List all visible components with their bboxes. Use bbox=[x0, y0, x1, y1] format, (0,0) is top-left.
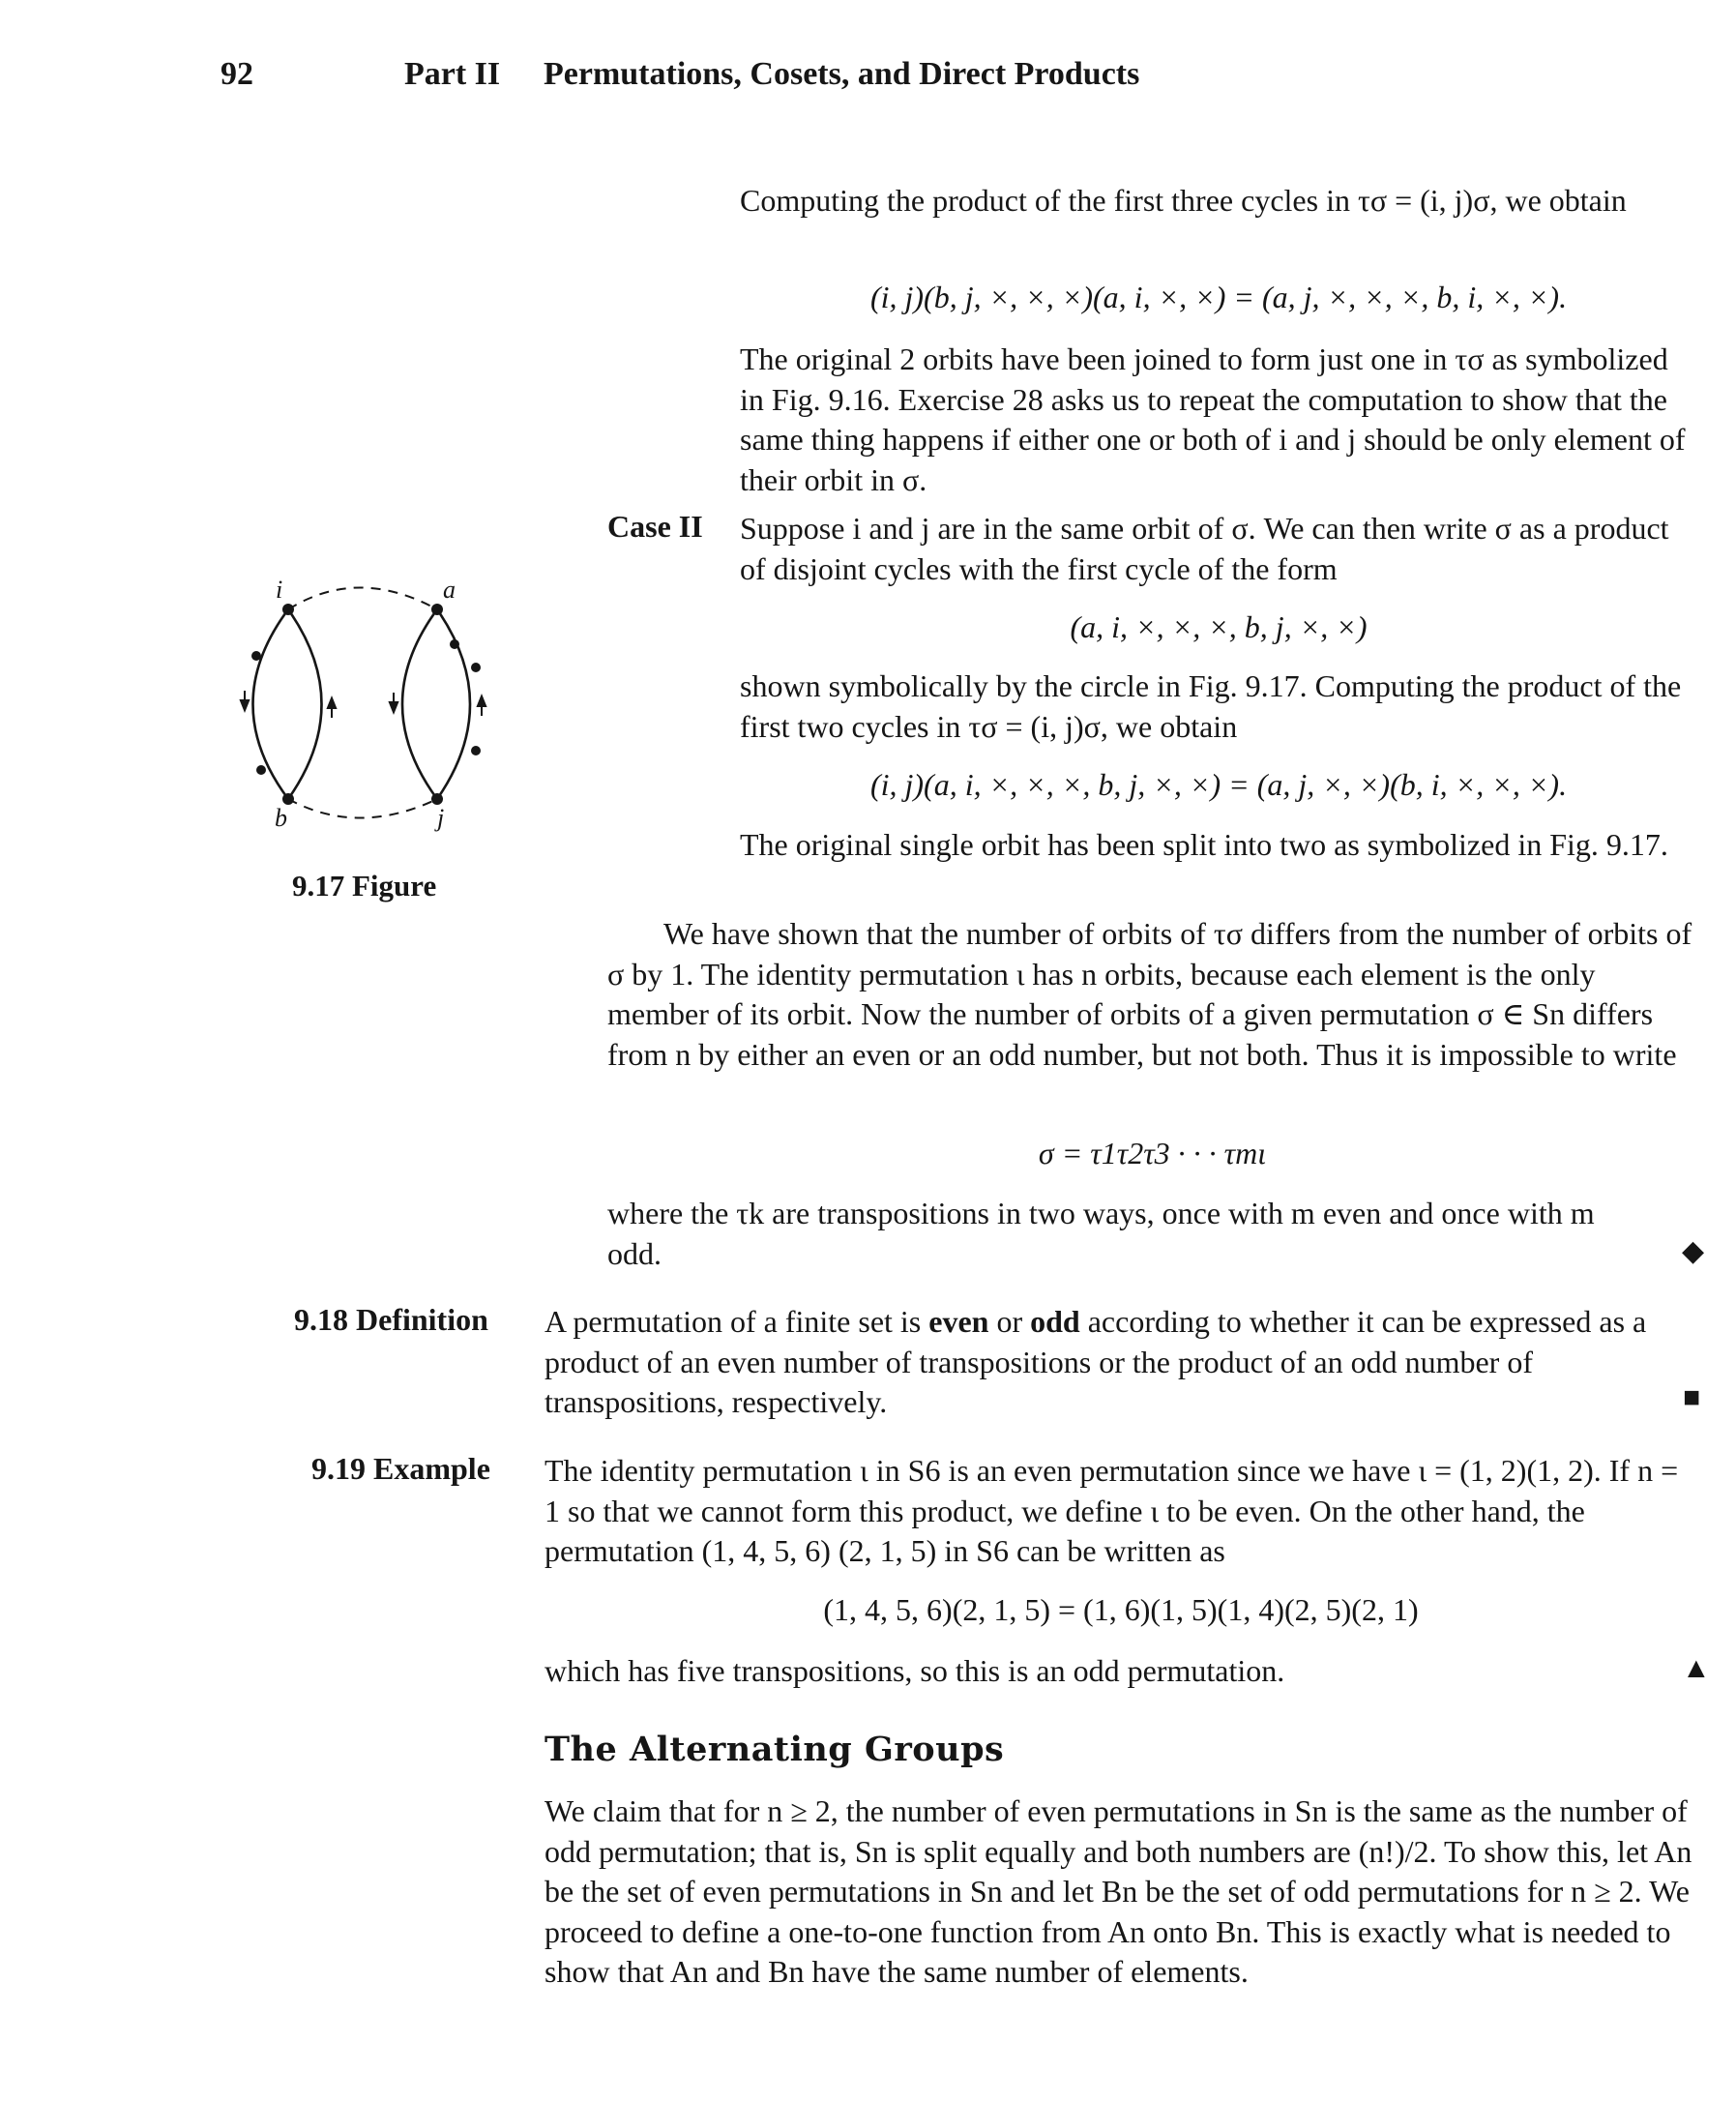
proof-end-diamond: ◆ bbox=[1682, 1235, 1705, 1267]
case2-label: Case II bbox=[607, 509, 703, 544]
node-right-1 bbox=[450, 639, 459, 649]
node-left-upper bbox=[251, 651, 261, 661]
term-odd: odd bbox=[1030, 1304, 1080, 1339]
case1-intro: Computing the product of the first three cycles in τσ = (i, j)σ, we obtain bbox=[740, 183, 1627, 218]
term-even: even bbox=[928, 1304, 989, 1339]
case2-cycle: (a, i, ×, ×, ×, b, j, ×, ×) bbox=[1070, 609, 1368, 644]
example-text: The identity permutation ι in S6 is an even permutation since we have ι = (1, 2)(1, 2). If n = 1 so that we cannot form this product, we define ι to be even. On the other hand, the permutation (1, 4, 5, 6) (2, 1, 5) in S6 can be written as bbox=[544, 1453, 1679, 1568]
example-after: which has five transpositions, so this is an odd permutation. bbox=[544, 1653, 1285, 1688]
label-b: b bbox=[275, 804, 287, 832]
label-a: a bbox=[443, 576, 456, 604]
case2-middle: shown symbolically by the circle in Fig. 9.17. Computing the product of the first two cycles in τσ = (i, j)σ, we obtain bbox=[740, 668, 1682, 744]
right-orbit-arc-outer bbox=[437, 609, 470, 799]
page-number: 92 bbox=[221, 56, 253, 92]
definition-end-square: ■ bbox=[1683, 1381, 1701, 1413]
label-i: i bbox=[276, 576, 283, 604]
node-left-lower bbox=[256, 765, 266, 775]
right-orbit-arc-inner bbox=[402, 609, 437, 799]
case1-equation: (i, j)(b, j, ×, ×, ×)(a, i, ×, ×) = (a, j, ×, ×, ×, b, i, ×, ×). bbox=[869, 280, 1568, 314]
label-j: j bbox=[437, 804, 445, 832]
node-a bbox=[431, 604, 443, 615]
proof-equation: σ = τ1τ2τ3 · · · τmι bbox=[1038, 1136, 1267, 1170]
node-right-3 bbox=[471, 746, 481, 755]
section-paragraph: We claim that for n ≥ 2, the number of even permutations in Sn is the same as the number of odd permutation; that is, Sn is split equally and both numbers are (n!)/2. To show this, let An be the set of even permutations in Sn and let Bn be the set of odd permutations for n ≥ 2. We proceed to define a one-to-one function from An onto Bn. This is exactly what is needed to show that An and Bn have the same number of elements. bbox=[544, 1793, 1692, 1989]
left-orbit-arc-inner bbox=[288, 609, 322, 799]
proof-paragraph: We have shown that the number of orbits of τσ differs from the number of orbits of σ by 1. The identity permutation ι has n orbits, because each element is the only member of its orbit. Now the number of orbits of a given permutation σ ∈ Sn differs from n by either an even or an odd number, but not both. Thus it is impossible to write bbox=[607, 916, 1692, 1072]
proof-after: where the τk are transpositions in two ways, once with m even and once with m odd. bbox=[607, 1196, 1595, 1271]
running-title: Permutations, Cosets, and Direct Products bbox=[544, 56, 1140, 92]
example-label: 9.19 Example bbox=[311, 1451, 490, 1486]
case2-after: The original single orbit has been split into two as symbolized in Fig. 9.17. bbox=[740, 827, 1668, 862]
case1-after: The original 2 orbits have been joined to form just one in τσ as symbolized in Fig. 9.16. Exercise 28 asks us to repeat the computation to show that the same thing happens if either one or both of i and j should be only element of their orbit in σ. bbox=[740, 341, 1686, 497]
definition-label: 9.18 Definition bbox=[294, 1302, 488, 1337]
running-header bbox=[0, 56, 1736, 104]
node-right-2 bbox=[471, 663, 481, 672]
top-dashed-link bbox=[288, 588, 437, 610]
example-end-triangle: ▲ bbox=[1682, 1652, 1711, 1684]
node-i bbox=[282, 604, 294, 615]
case2-intro: Suppose i and j are in the same orbit of σ. We can then write σ as a product of disjoint cycles with the first cycle of the form bbox=[740, 511, 1669, 586]
bottom-dashed-link bbox=[288, 799, 437, 818]
orbit-figure bbox=[222, 571, 513, 832]
section-title: The Alternating Groups bbox=[544, 1730, 1005, 1769]
case2-equation: (i, j)(a, i, ×, ×, ×, b, j, ×, ×) = (a, j, ×, ×)(b, i, ×, ×, ×). bbox=[869, 767, 1568, 802]
part-label: Part II bbox=[404, 56, 501, 92]
example-equation: (1, 4, 5, 6)(2, 1, 5) = (1, 6)(1, 5)(1, 4)(2, 5)(2, 1) bbox=[823, 1592, 1419, 1627]
definition-text: A permutation of a finite set is even or odd according to whether it can be expressed as a product of an even number of transpositions or the product of an odd number of transpositions, respectively. bbox=[544, 1304, 1647, 1419]
figure-caption: 9.17 Figure bbox=[292, 869, 437, 903]
